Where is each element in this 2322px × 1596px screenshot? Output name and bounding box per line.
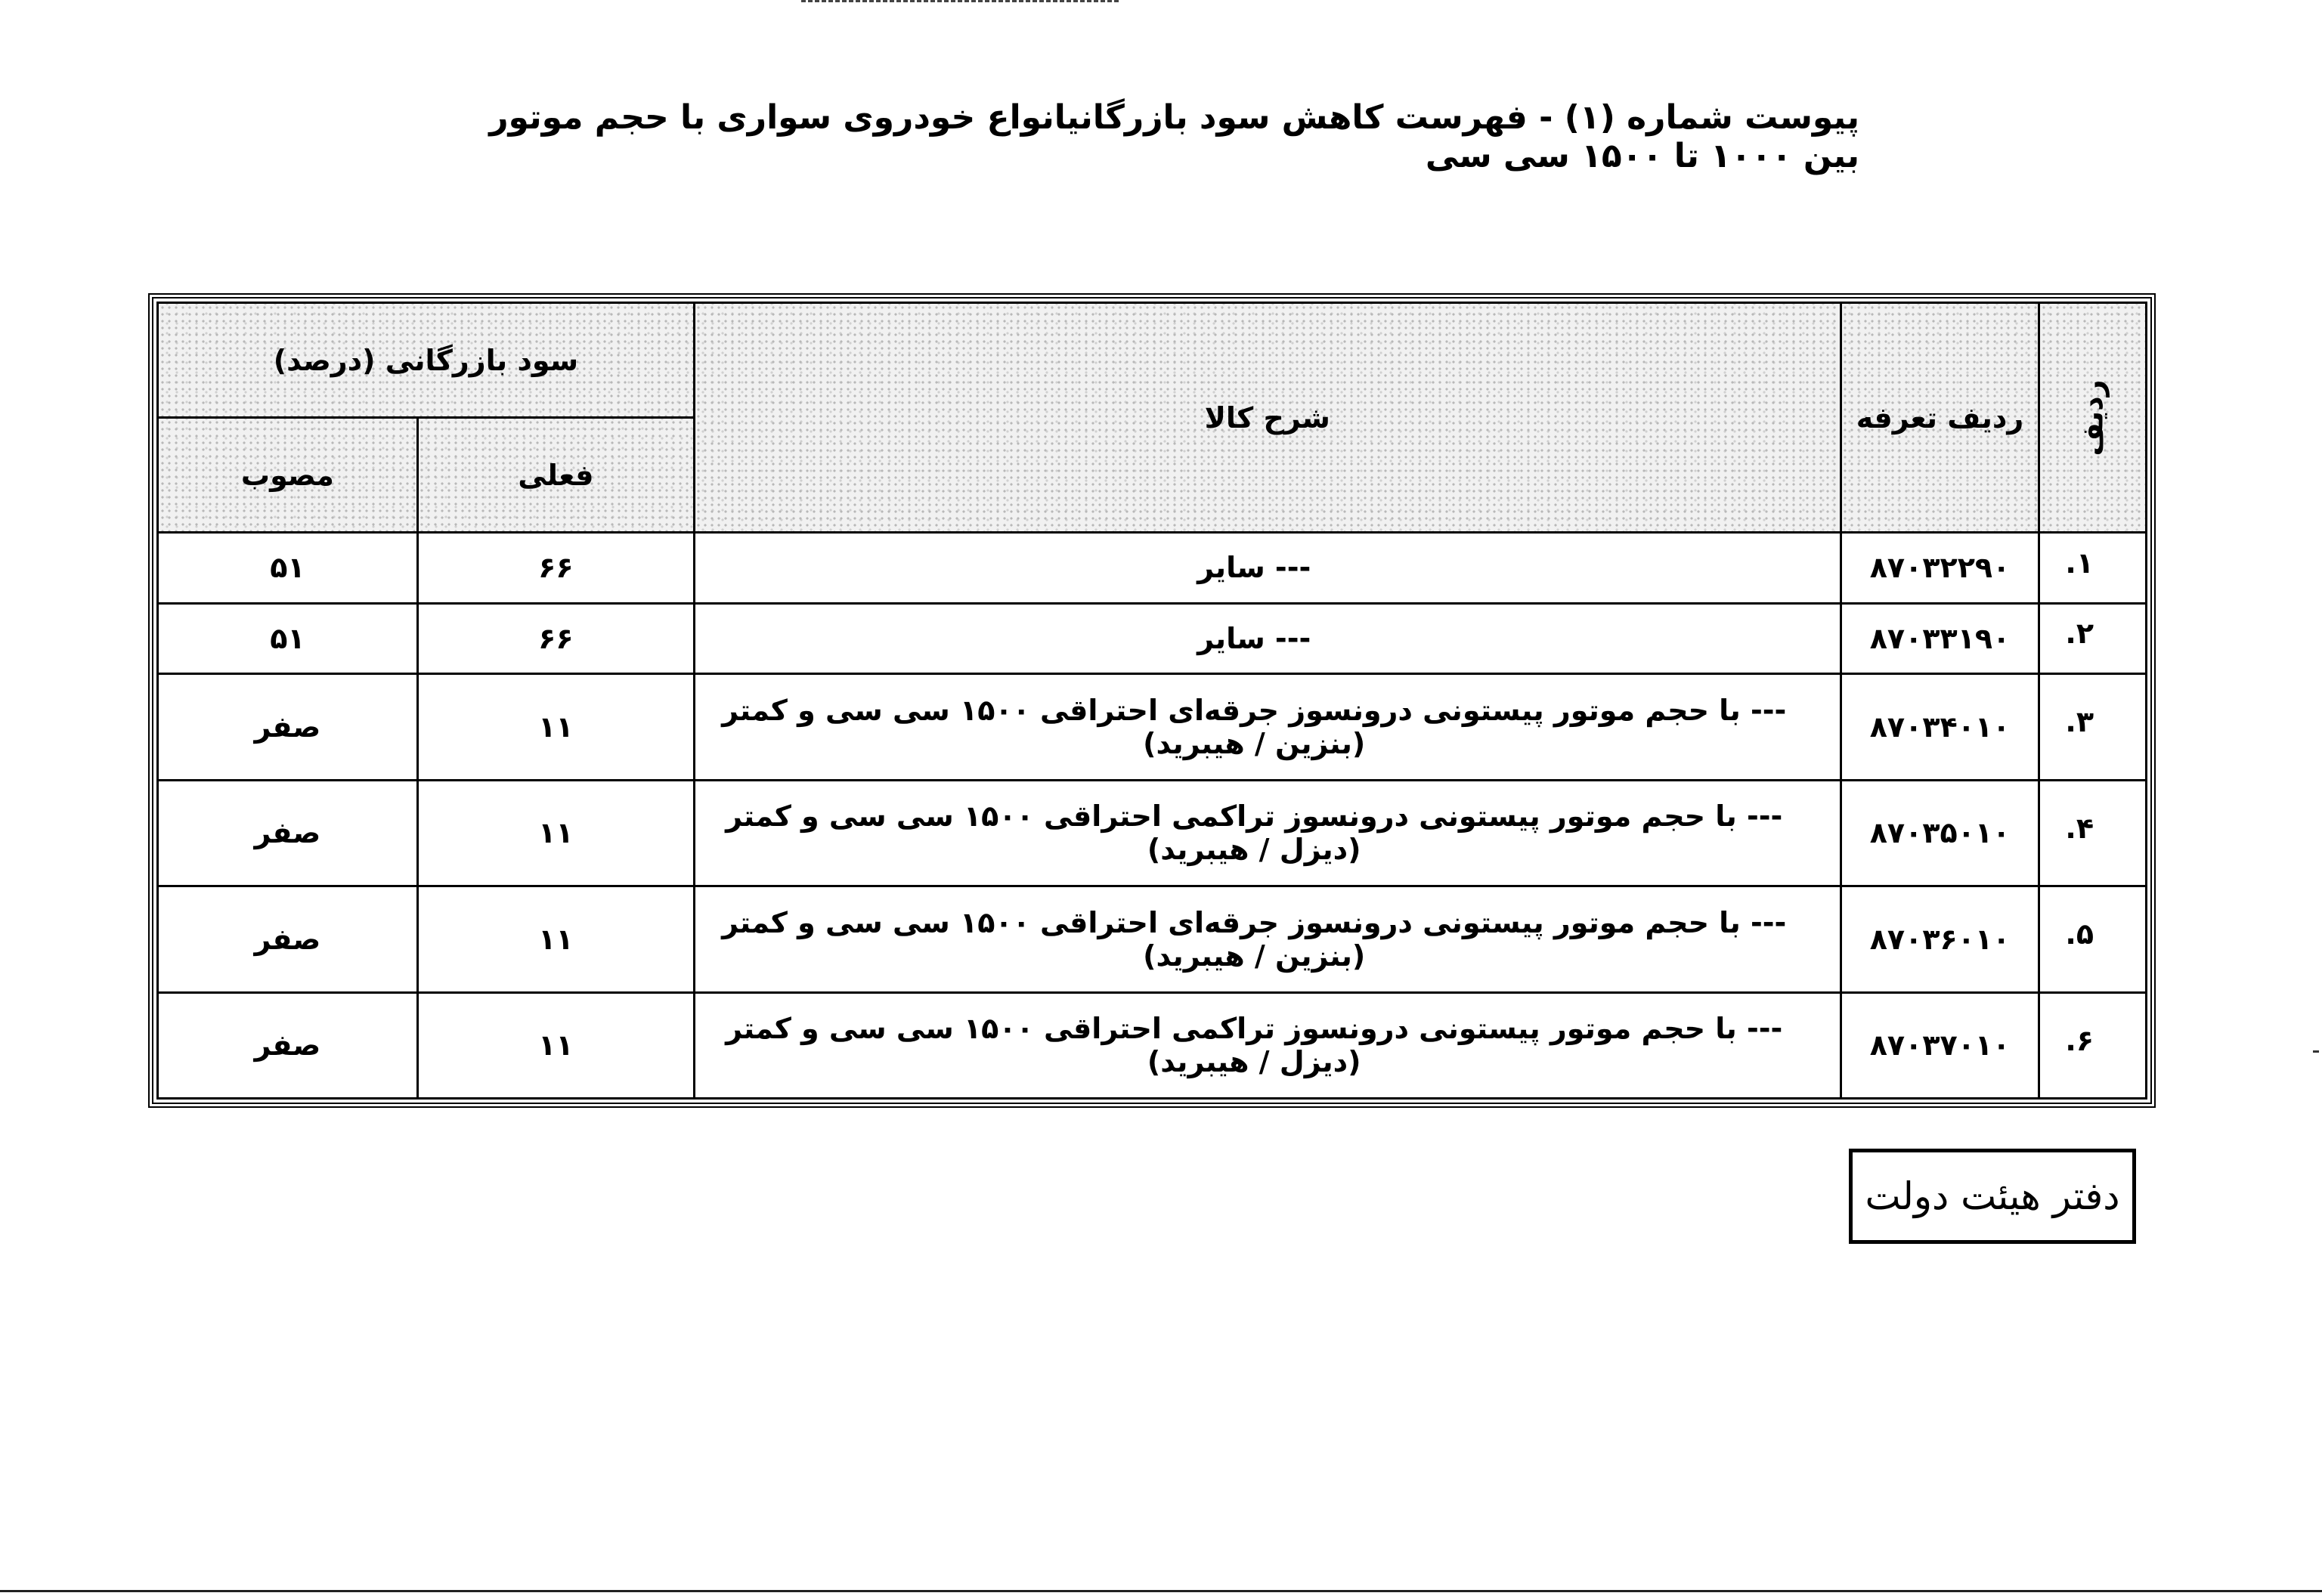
row-approved: ۵۱ [158,533,418,604]
row-tariff-code: ۸۷۰۳۵۰۱۰ [1841,780,2039,886]
row-index: ۵. [2039,886,2147,992]
scan-top-mark [801,0,1119,7]
header-approved: مصوب [158,418,418,533]
row-description: --- سایر [694,533,1841,604]
row-tariff-code: ۸۷۰۳۲۲۹۰ [1841,533,2039,604]
header-current: فعلی [417,418,694,533]
table-row [158,533,2147,604]
row-current: ۱۱ [417,992,694,1098]
tariff-table-frame [148,293,2156,1108]
row-tariff-code: ۸۷۰۳۶۰۱۰ [1841,886,2039,992]
table-row [158,674,2147,780]
row-description: --- با حجم موتور پیستونی درونسوز تراکمی احتراقی ۱۵۰۰ سی سی و کمتر (دیزل / هیبرید) [694,992,1841,1098]
row-tariff-code: ۸۷۰۳۷۰۱۰ [1841,992,2039,1098]
row-approved: صفر [158,992,418,1098]
scan-bottom-line [0,1590,2322,1592]
table-row [158,603,2147,674]
row-description: --- با حجم موتور پیستونی درونسوز جرقه‌ای احتراقی ۱۵۰۰ سی سی و کمتر (بنزین / هیبرید) [694,886,1841,992]
table-row [158,886,2147,992]
row-description: --- سایر [694,603,1841,674]
tariff-table [156,302,2147,1100]
document-title: پیوست شماره (۱) - فهرست کاهش سود بازرگانیانواع خودروی سواری با حجم موتور بین ۱۰۰۰ تا ۱۵۰۰ سی سی [489,98,1859,175]
header-description: شرح کالا [694,303,1841,533]
row-index: ۶. [2039,992,2147,1098]
row-current: ۱۱ [417,780,694,886]
row-description: --- با حجم موتور پیستونی درونسوز جرقه‌ای احتراقی ۱۵۰۰ سی سی و کمتر (بنزین / هیبرید) [694,674,1841,780]
row-current: ۱۱ [417,886,694,992]
row-description: --- با حجم موتور پیستونی درونسوز تراکمی احتراقی ۱۵۰۰ سی سی و کمتر (دیزل / هیبرید) [694,780,1841,886]
header-tariff-code: ردیف تعرفه [1841,303,2039,533]
row-approved: ۵۱ [158,603,418,674]
row-current: ۶۶ [417,603,694,674]
table-row [158,992,2147,1098]
row-index: ۴. [2039,780,2147,886]
row-index: ۱. [2039,533,2147,604]
scan-side-tick [2313,1050,2319,1053]
office-stamp: دفتر هیئت دولت [1849,1149,2136,1244]
row-approved: صفر [158,674,418,780]
row-approved: صفر [158,886,418,992]
row-current: ۱۱ [417,674,694,780]
row-index: ۲. [2039,603,2147,674]
header-profit-group: سود بازرگانی (درصد) [158,303,695,418]
row-tariff-code: ۸۷۰۳۴۰۱۰ [1841,674,2039,780]
row-approved: صفر [158,780,418,886]
row-index: ۳. [2039,674,2147,780]
table-row [158,780,2147,886]
row-tariff-code: ۸۷۰۳۳۱۹۰ [1841,603,2039,674]
header-index: ردیف [2039,303,2147,533]
row-current: ۶۶ [417,533,694,604]
